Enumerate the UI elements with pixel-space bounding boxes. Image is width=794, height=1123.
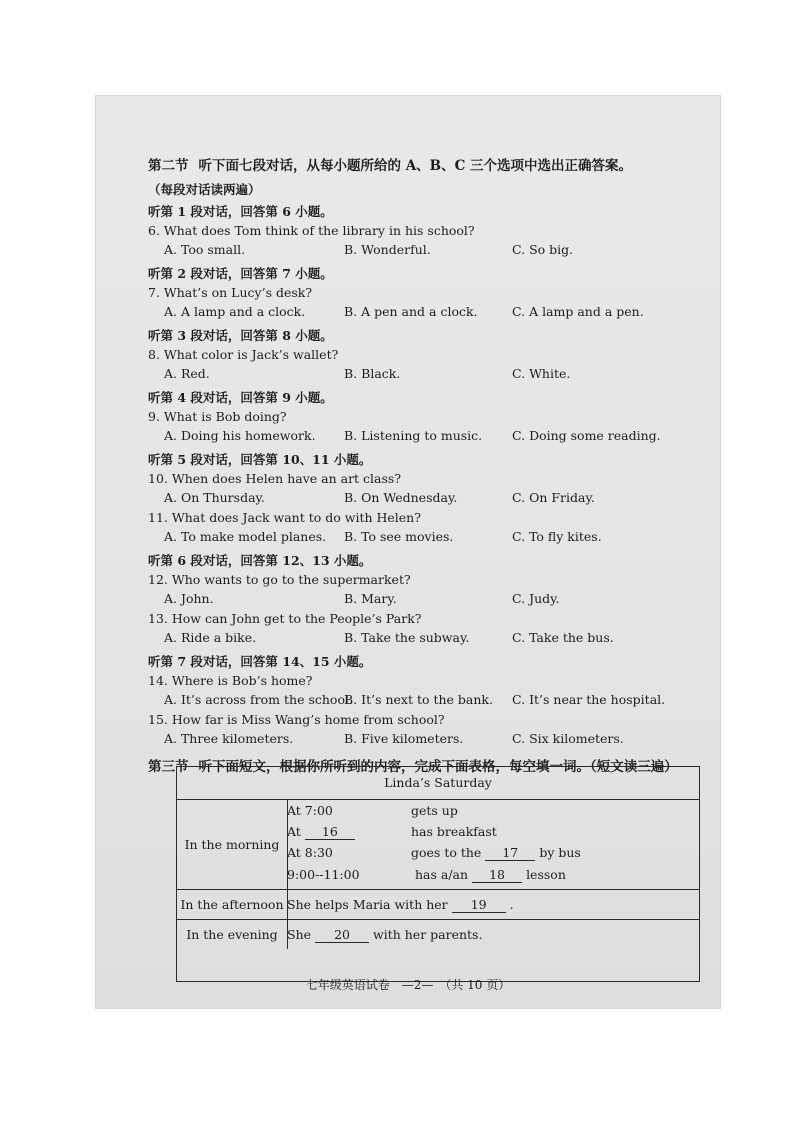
blank-17[interactable]: 17 [485, 846, 535, 861]
morning-label: In the morning [177, 799, 288, 889]
morning-cell [287, 799, 699, 889]
blank-20[interactable]: 20 [315, 928, 369, 943]
option-b[interactable]: B. Mary. [344, 591, 397, 606]
option-a[interactable]: A. John. [164, 591, 214, 606]
option-b[interactable]: B. A pen and a clock. [344, 304, 478, 319]
option-b[interactable]: B. Wonderful. [344, 242, 431, 257]
m2-activity: has breakfast [411, 824, 497, 839]
exam-page [96, 96, 720, 1008]
m3-time: At 8:30 [287, 845, 333, 860]
option-c[interactable]: C. White. [512, 366, 571, 381]
m3-activity: goes to the 17 by bus [411, 845, 581, 860]
option-a[interactable]: A. A lamp and a clock. [164, 304, 306, 319]
answer-options [148, 729, 708, 749]
table-row-morning [177, 799, 699, 890]
dialog-heading: 听第 4 段对话，回答第 9 小题。 [148, 390, 333, 405]
option-a[interactable]: A. On Thursday. [164, 490, 265, 505]
option-b[interactable]: B. On Wednesday. [344, 490, 458, 505]
option-c[interactable]: C. Take the bus. [512, 630, 614, 645]
section2-note: （每段对话读两遍） [148, 182, 261, 197]
option-c[interactable]: C. On Friday. [512, 490, 595, 505]
option-b[interactable]: B. Take the subway. [344, 630, 470, 645]
question-stem: 10. When does Helen have an art class? [148, 471, 402, 486]
m1-activity: gets up [411, 803, 458, 818]
answer-options [148, 628, 708, 648]
option-b[interactable]: B. Black. [344, 366, 401, 381]
question-stem: 11. What does Jack want to do with Helen? [148, 510, 421, 525]
option-c[interactable]: C. A lamp and a pen. [512, 304, 644, 319]
question-stem: 13. How can John get to the People’s Park? [148, 611, 422, 626]
question-stem: 14. Where is Bob’s home? [148, 673, 313, 688]
answer-options [148, 302, 708, 322]
m1-time: At 7:00 [287, 803, 333, 818]
m2-time: At 16 [287, 824, 359, 840]
option-c[interactable]: C. So big. [512, 242, 574, 257]
lindas-saturday-table [176, 766, 700, 982]
blank-16[interactable]: 16 [305, 825, 355, 840]
answer-options [148, 527, 708, 547]
afternoon-label: In the afternoon [177, 889, 288, 919]
option-b[interactable]: B. Listening to music. [344, 428, 483, 443]
option-c[interactable]: C. To fly kites. [512, 529, 602, 544]
table-row-afternoon [177, 889, 699, 920]
answer-options [148, 690, 708, 710]
blank-19[interactable]: 19 [452, 898, 506, 913]
option-a[interactable]: A. Ride a bike. [164, 630, 257, 645]
option-a[interactable]: A. To make model planes. [164, 529, 327, 544]
afternoon-sentence: She helps Maria with her 19 . [287, 897, 514, 912]
evening-cell [287, 919, 699, 949]
question-groups [148, 202, 708, 749]
dialog-heading: 听第 1 段对话，回答第 6 小题。 [148, 204, 333, 219]
option-b[interactable]: B. It’s next to the bank. [344, 692, 493, 707]
answer-options [148, 364, 708, 384]
option-a[interactable]: A. Too small. [164, 242, 246, 257]
option-a[interactable]: A. Red. [164, 366, 210, 381]
afternoon-cell [287, 889, 699, 919]
option-a[interactable]: A. Three kilometers. [164, 731, 294, 746]
section3-heading: 第三节 听下面短文，根据你所听到的内容，完成下面表格，每空填一词。（短文读三遍） [148, 759, 678, 775]
question-stem: 8. What color is Jack’s wallet? [148, 347, 339, 362]
question-stem: 9. What is Bob doing? [148, 409, 287, 424]
answer-options [148, 488, 708, 508]
blank-18[interactable]: 18 [472, 868, 522, 883]
option-c[interactable]: C. Six kilometers. [512, 731, 624, 746]
question-stem: 7. What’s on Lucy’s desk? [148, 285, 313, 300]
option-b[interactable]: B. Five kilometers. [344, 731, 464, 746]
dialog-heading: 听第 2 段对话，回答第 7 小题。 [148, 266, 333, 281]
m4-time: 9:00--11:00 [287, 867, 360, 882]
option-c[interactable]: C. It’s near the hospital. [512, 692, 666, 707]
evening-sentence: She 20 with her parents. [287, 927, 483, 942]
listening-content [148, 154, 708, 775]
option-a[interactable]: A. Doing his homework. [164, 428, 316, 443]
option-b[interactable]: B. To see movies. [344, 529, 454, 544]
question-stem: 15. How far is Miss Wang’s home from school? [148, 712, 445, 727]
question-stem: 6. What does Tom think of the library in his school? [148, 223, 475, 238]
answer-options [148, 589, 708, 609]
dialog-heading: 听第 5 段对话，回答第 10、11 小题。 [148, 452, 372, 467]
option-a[interactable]: A. It’s across from the school. [164, 692, 353, 707]
evening-label: In the evening [177, 919, 288, 949]
dialog-heading: 听第 6 段对话，回答第 12、13 小题。 [148, 553, 372, 568]
table-title: Linda’s Saturday [177, 767, 699, 800]
option-c[interactable]: C. Judy. [512, 591, 560, 606]
section2-heading: 第二节 听下面七段对话，从每小题所给的 A、B、C 三个选项中选出正确答案。 [148, 158, 633, 174]
dialog-heading: 听第 3 段对话，回答第 8 小题。 [148, 328, 333, 343]
table-row-evening [177, 919, 699, 949]
answer-options [148, 426, 708, 446]
m4-activity: has a/an 18 lesson [415, 867, 566, 882]
question-stem: 12. Who wants to go to the supermarket? [148, 572, 411, 587]
page-footer: 七年级英语试卷 —2— （共 10 页） [305, 978, 511, 992]
answer-options [148, 240, 708, 260]
option-c[interactable]: C. Doing some reading. [512, 428, 661, 443]
dialog-heading: 听第 7 段对话，回答第 14、15 小题。 [148, 654, 372, 669]
